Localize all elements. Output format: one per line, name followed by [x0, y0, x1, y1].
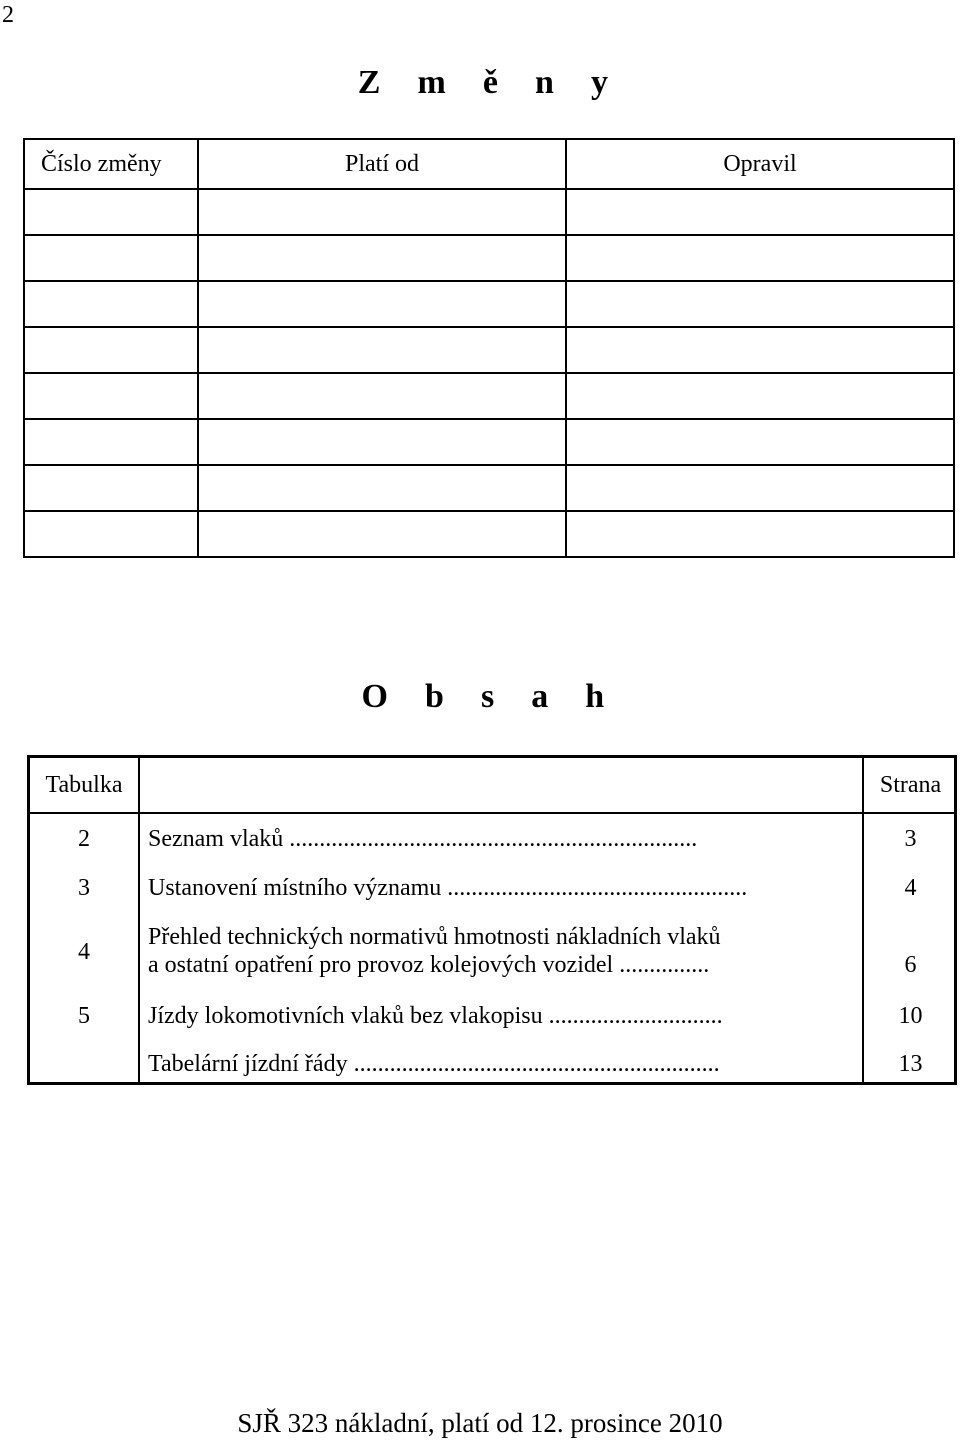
corrected-by-cell[interactable]	[566, 189, 954, 235]
contents-table	[27, 755, 957, 1085]
table-row	[24, 235, 954, 281]
change-number-cell[interactable]	[24, 465, 198, 511]
valid-from-cell[interactable]	[198, 373, 566, 419]
row-table-number: 3	[78, 875, 90, 901]
table-row	[24, 327, 954, 373]
changes-title: Z m ě n y	[357, 64, 623, 101]
valid-from-cell[interactable]	[198, 465, 566, 511]
row-page-number: 6	[904, 952, 917, 978]
valid-from-cell[interactable]	[198, 419, 566, 465]
table-row	[24, 465, 954, 511]
corrected-by-cell[interactable]	[566, 373, 954, 419]
change-number-cell[interactable]	[24, 235, 198, 281]
corrected-by-cell[interactable]	[566, 235, 954, 281]
row-link[interactable]: Tabelární jízdní řády .............................................................	[148, 1051, 720, 1077]
row-link[interactable]: Přehled technických normativů hmotnosti nákladních vlaků	[148, 924, 721, 950]
row-table-number: 2	[78, 826, 90, 852]
row-page-number: 4	[904, 875, 917, 901]
row-page-number: 13	[898, 1051, 923, 1077]
valid-from-cell[interactable]	[198, 281, 566, 327]
table-row	[24, 419, 954, 465]
change-number-cell[interactable]	[24, 511, 198, 557]
changes-table	[23, 138, 955, 558]
row-page-number: 3	[904, 826, 917, 852]
table-row	[24, 189, 954, 235]
header-valid-from: Platí od	[198, 139, 566, 189]
row-link[interactable]: a ostatní opatření pro provoz kolejových vozidel ...............	[148, 952, 710, 978]
corrected-by-cell[interactable]	[566, 511, 954, 557]
footer: SJŘ 323 nákladní, platí od 12. prosince 2010	[237, 1408, 723, 1438]
header-page: Strana	[879, 772, 942, 798]
contents-title: O b s a h	[361, 678, 619, 715]
header-divider	[30, 812, 954, 814]
change-number-cell[interactable]	[24, 373, 198, 419]
change-number-cell[interactable]	[24, 327, 198, 373]
row-table-number: 5	[78, 1003, 90, 1029]
change-number-cell[interactable]	[24, 281, 198, 327]
header-change-number: Číslo změny	[24, 139, 198, 189]
change-number-cell[interactable]	[24, 419, 198, 465]
row-link[interactable]: Seznam vlaků ....................................................................	[148, 826, 698, 852]
corrected-by-cell[interactable]	[566, 327, 954, 373]
table-row	[24, 373, 954, 419]
valid-from-cell[interactable]	[198, 327, 566, 373]
header-table: Tabulka	[45, 772, 123, 798]
column-divider	[138, 758, 140, 1082]
corrected-by-cell[interactable]	[566, 419, 954, 465]
row-link[interactable]: Ustanovení místního významu ..................................................	[148, 875, 748, 901]
valid-from-cell[interactable]	[198, 511, 566, 557]
row-link[interactable]: Jízdy lokomotivních vlaků bez vlakopisu .............................	[148, 1003, 723, 1029]
page-number: 2	[2, 2, 14, 28]
valid-from-cell[interactable]	[198, 189, 566, 235]
change-number-cell[interactable]	[24, 189, 198, 235]
row-table-number: 4	[78, 939, 90, 965]
header-corrected-by: Opravil	[566, 139, 954, 189]
corrected-by-cell[interactable]	[566, 281, 954, 327]
corrected-by-cell[interactable]	[566, 465, 954, 511]
table-row	[24, 281, 954, 327]
valid-from-cell[interactable]	[198, 235, 566, 281]
row-page-number: 10	[898, 1003, 923, 1029]
changes-header-row	[24, 139, 954, 189]
column-divider	[862, 758, 864, 1082]
table-row	[24, 511, 954, 557]
